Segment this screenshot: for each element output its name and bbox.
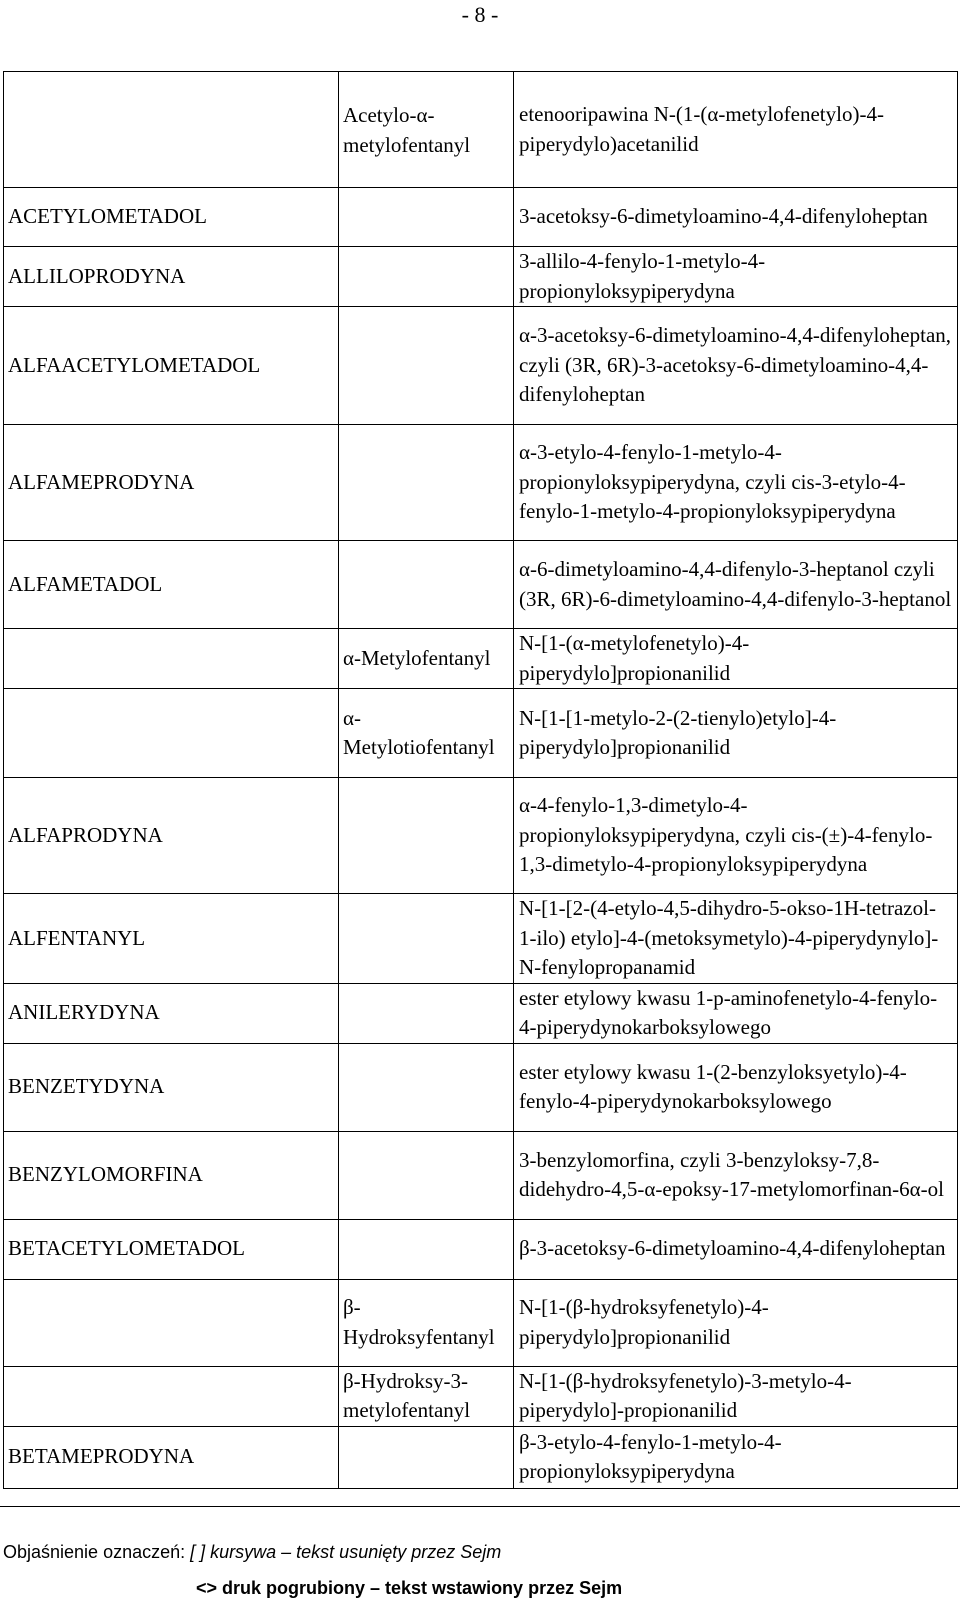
substance-synonym: α-Metylofentanyl [339, 629, 514, 689]
substance-synonym [339, 425, 514, 541]
table-row [4, 1131, 958, 1219]
substance-name: ALFAMETADOL [4, 541, 339, 629]
substance-synonym [339, 1426, 514, 1488]
chemical-name: β-3-etylo-4-fenylo-1-metylo-4-propionyloksypiperydyna [514, 1426, 958, 1488]
substance-name: ALFENTANYL [4, 894, 339, 984]
chemical-name: N-[1-[2-(4-etylo-4,5-dihydro-5-okso-1H-tetrazol-1-ilo) etylo]-4-(metoksymetylo)-4-piperydynylo]-N-fenylopropanamid [514, 894, 958, 984]
substance-synonym [339, 541, 514, 629]
chemical-name: N-[1-(β-hydroksyfenetylo)-4-piperydylo]propionanilid [514, 1279, 958, 1366]
substance-synonym: α-Metylotiofentanyl [339, 689, 514, 778]
substance-name: ANILERYDYNA [4, 983, 339, 1043]
substance-synonym: Acetylo-α-metylofentanyl [339, 72, 514, 188]
table-row [4, 1366, 958, 1426]
substance-name [4, 72, 339, 188]
substance-synonym [339, 894, 514, 984]
table-row [4, 188, 958, 247]
table-row [4, 1426, 958, 1488]
chemical-name: N-[1-(α-metylofenetylo)-4-piperydylo]propionanilid [514, 629, 958, 689]
substance-synonym [339, 188, 514, 247]
chemical-name: 3-acetoksy-6-dimetyloamino-4,4-difenyloheptan [514, 188, 958, 247]
chemical-name: α-6-dimetyloamino-4,4-difenylo-3-heptanol czyli (3R, 6R)-6-dimetyloamino-4,4-difenylo-3-heptanol [514, 541, 958, 629]
footer-legend-italic: [ ] kursywa – tekst usunięty przez Sejm [190, 1542, 502, 1562]
table-row [4, 425, 958, 541]
substance-synonym [339, 247, 514, 307]
substance-synonym [339, 307, 514, 425]
chemical-name: α-3-acetoksy-6-dimetyloamino-4,4-difenyloheptan, czyli (3R, 6R)-3-acetoksy-6-dimetyloamino-4,4-difenyloheptan [514, 307, 958, 425]
substance-name: BENZETYDYNA [4, 1043, 339, 1131]
substance-name [4, 1279, 339, 1366]
chemical-name: α-3-etylo-4-fenylo-1-metylo-4-propionyloksypiperydyna, czyli cis-3-etylo-4-fenylo-1-metylo-4-propionyloksypiperydyna [514, 425, 958, 541]
footer-legend [3, 1542, 501, 1563]
footer-legend-bold: <> druk pogrubiony – tekst wstawiony przez Sejm [196, 1578, 623, 1598]
substance-synonym: β-Hydroksy-3-metylofentanyl [339, 1366, 514, 1426]
table-row [4, 1279, 958, 1366]
substance-synonym [339, 1219, 514, 1279]
chemical-name: 3-benzylomorfina, czyli 3-benzyloksy-7,8-didehydro-4,5-α-epoksy-17-metylomorfinan-6α-ol [514, 1131, 958, 1219]
substance-synonym [339, 1043, 514, 1131]
table-row [4, 983, 958, 1043]
substance-synonym [339, 1131, 514, 1219]
table-row [4, 307, 958, 425]
chemical-name: 3-allilo-4-fenylo-1-metylo-4-propionyloksypiperydyna [514, 247, 958, 307]
table-row [4, 689, 958, 778]
substance-name: BENZYLOMORFINA [4, 1131, 339, 1219]
substance-name: ALFAMEPRODYNA [4, 425, 339, 541]
substance-name: BETACETYLOMETADOL [4, 1219, 339, 1279]
chemical-name: ester etylowy kwasu 1-(2-benzyloksyetylo)-4-fenylo-4-piperydynokarboksylowego [514, 1043, 958, 1131]
table-row [4, 247, 958, 307]
substance-table [3, 71, 958, 1489]
chemical-name: etenooripawina N-(1-(α-metylofenetylo)-4-piperydylo)acetanilid [514, 72, 958, 188]
chemical-name: β-3-acetoksy-6-dimetyloamino-4,4-difenyloheptan [514, 1219, 958, 1279]
chemical-name: ester etylowy kwasu 1-p-aminofenetylo-4-fenylo-4-piperydynokarboksylowego [514, 983, 958, 1043]
substance-name: ALFAPRODYNA [4, 778, 339, 894]
table-row [4, 72, 958, 188]
table-row [4, 894, 958, 984]
substance-synonym [339, 983, 514, 1043]
chemical-name: N-[1-[1-metylo-2-(2-tienylo)etylo]-4-piperydylo]propionanilid [514, 689, 958, 778]
substance-name: ALFAACETYLOMETADOL [4, 307, 339, 425]
substance-name: ACETYLOMETADOL [4, 188, 339, 247]
table-row [4, 1043, 958, 1131]
table-row [4, 541, 958, 629]
substance-synonym: β-Hydroksyfentanyl [339, 1279, 514, 1366]
chemical-name: α-4-fenylo-1,3-dimetylo-4-propionyloksypiperydyna, czyli cis-(±)-4-fenylo-1,3-dimetylo-4-propionyloksypiperydyna [514, 778, 958, 894]
substance-name: ALLILOPRODYNA [4, 247, 339, 307]
substance-name [4, 1366, 339, 1426]
table-row [4, 1219, 958, 1279]
substance-synonym [339, 778, 514, 894]
page-number: - 8 - [461, 2, 499, 27]
substance-name [4, 689, 339, 778]
table-row [4, 778, 958, 894]
footer-divider [0, 1506, 960, 1507]
chemical-name: N-[1-(β-hydroksyfenetylo)-3-metylo-4-piperydylo]-propionanilid [514, 1366, 958, 1426]
table-row [4, 629, 958, 689]
substance-name [4, 629, 339, 689]
footer-legend-label: Objaśnienie oznaczeń: [3, 1542, 186, 1562]
substance-name: BETAMEPRODYNA [4, 1426, 339, 1488]
